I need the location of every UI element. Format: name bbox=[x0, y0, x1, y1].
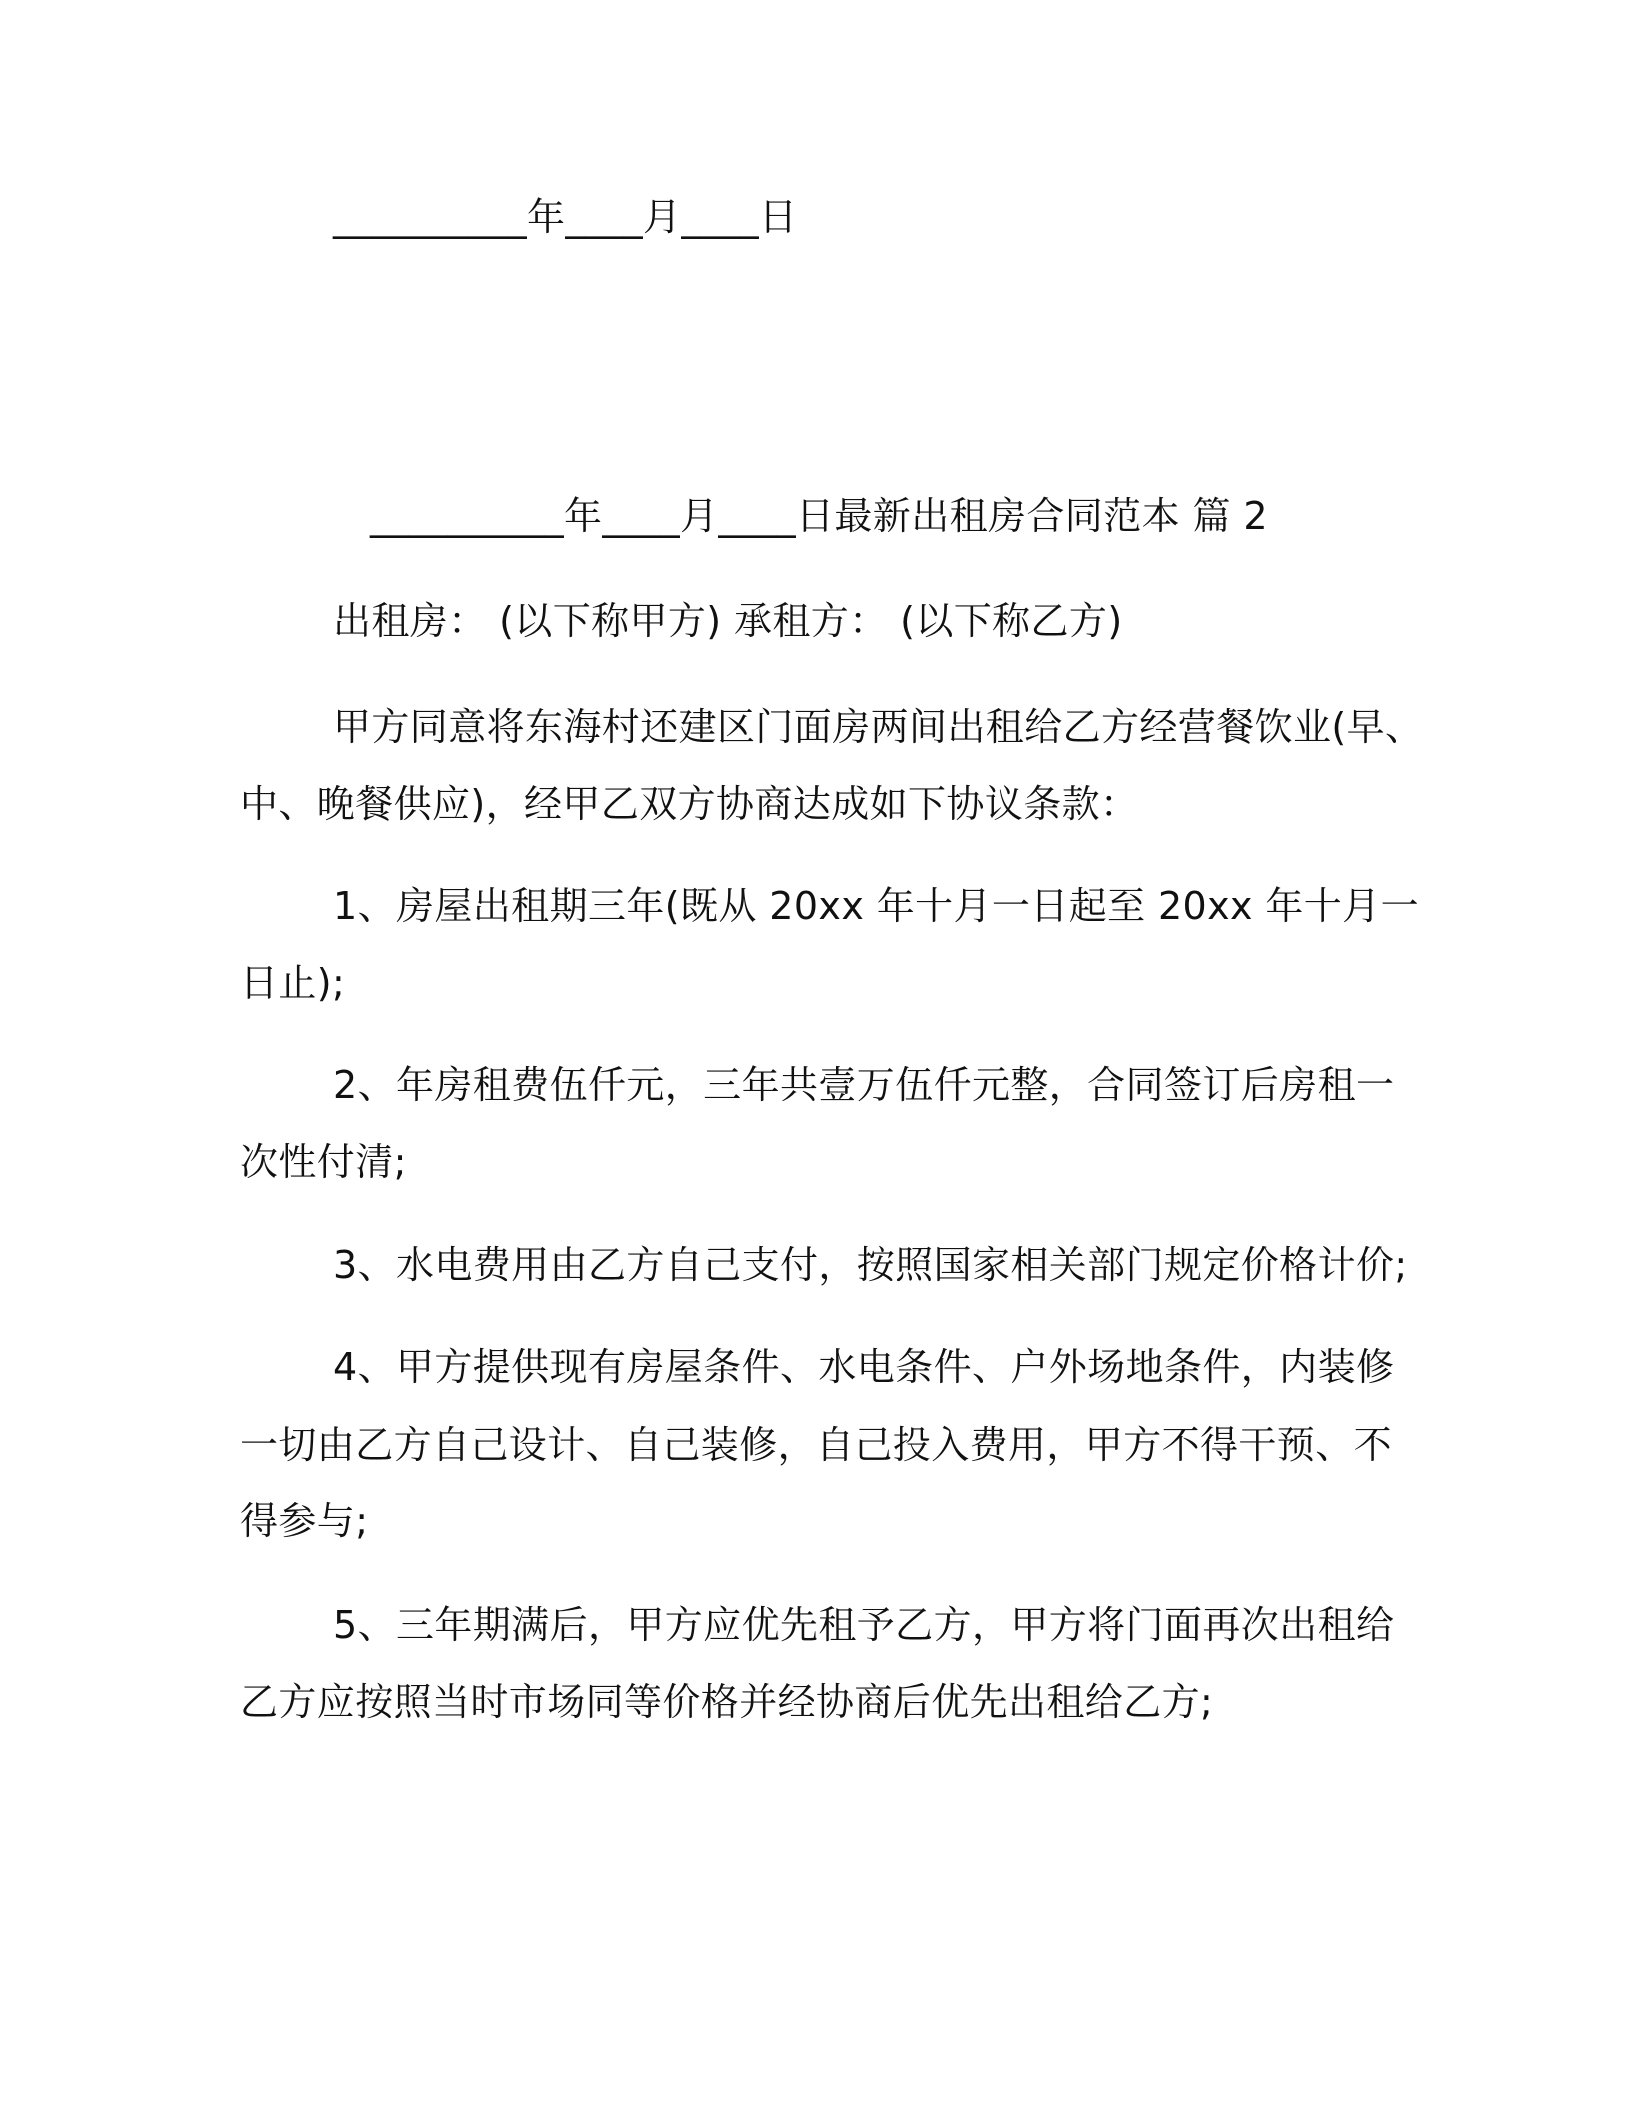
clause-2-line-1: 2、年房租费伍仟元，三年共壹万伍仟元整，合同签订后房租一 bbox=[333, 1063, 1395, 1107]
clause-4-line-3: 得参与; bbox=[240, 1499, 369, 1543]
clause-1-line-1: 1、房屋出租期三年(既从 20xx 年十月一日起至 20xx 年十月一 bbox=[333, 884, 1419, 928]
clause-2-line-2: 次性付清; bbox=[240, 1140, 407, 1184]
intro-paragraph-line-2: 中、晚餐供应)，经甲乙双方协商达成如下协议条款： bbox=[240, 782, 1139, 826]
clause-4-line-1: 4、甲方提供现有房屋条件、水电条件、户外场地条件，内装修 bbox=[333, 1345, 1395, 1389]
intro-paragraph-line-1: 甲方同意将东海村还建区门面房两间出租给乙方经营餐饮业(早、 bbox=[333, 705, 1424, 749]
clause-5-line-2: 乙方应按照当时市场同等价格并经协商后优先出租给乙方; bbox=[240, 1680, 1214, 1724]
clause-4-line-2: 一切由乙方自己设计、自己装修，自己投入费用，甲方不得干预、不 bbox=[240, 1423, 1393, 1467]
date-line: __________年____月____日 bbox=[333, 195, 798, 239]
parties-line: 出租房： (以下称甲方) 承租方： (以下称乙方) bbox=[333, 599, 1123, 643]
clause-5-line-1: 5、三年期满后，甲方应优先租予乙方，甲方将门面再次出租给 bbox=[333, 1603, 1395, 1647]
document-heading: __________年____月____日最新出租房合同范本 篇 2 bbox=[370, 494, 1268, 538]
clause-1-line-2: 日止); bbox=[240, 961, 346, 1005]
clause-3-line-1: 3、水电费用由乙方自己支付，按照国家相关部门规定价格计价; bbox=[333, 1243, 1408, 1287]
